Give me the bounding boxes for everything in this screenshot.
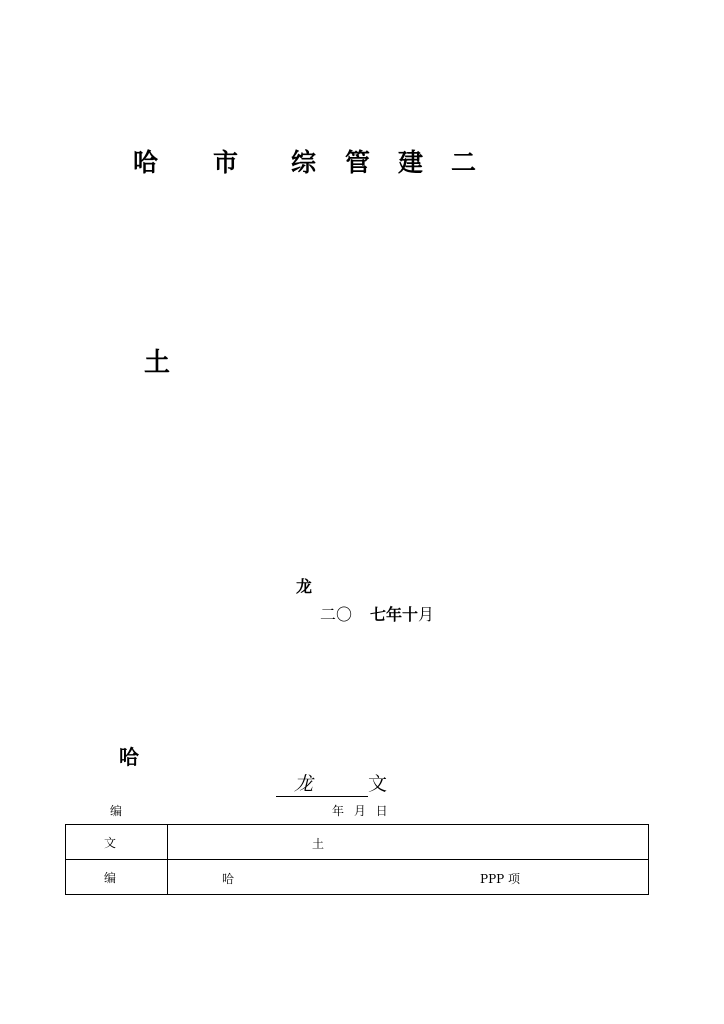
- document-number-suffix: 文: [368, 773, 388, 795]
- title-char: 建: [398, 148, 424, 177]
- title-char: 综: [291, 148, 317, 177]
- meta-left: 编: [110, 804, 123, 818]
- title-char: 市: [213, 148, 239, 177]
- title-char: 二: [451, 148, 477, 177]
- table-value-cell: [168, 825, 649, 860]
- table-key: 文: [66, 825, 168, 860]
- table-value: PPP 项: [480, 872, 521, 886]
- subtitle: 土: [144, 348, 171, 378]
- table-value-cell: [168, 860, 649, 895]
- table-row: [66, 860, 649, 895]
- issue-date: [320, 602, 434, 625]
- document-title: [0, 143, 724, 179]
- date-part: 二〇: [320, 605, 353, 624]
- date-part: 七年: [370, 605, 403, 624]
- date-part: 月: [418, 605, 435, 624]
- table-value: 土: [312, 837, 325, 851]
- table-key: 编: [66, 860, 168, 895]
- document-number: [276, 769, 387, 797]
- title-char: 哈: [133, 148, 159, 177]
- info-table: [65, 824, 649, 895]
- table-row: [66, 825, 649, 860]
- section-heading: 哈: [119, 745, 139, 769]
- organization-name: 龙: [296, 577, 313, 596]
- table-value: 哈: [222, 872, 235, 886]
- date-part: 十: [402, 605, 419, 624]
- title-char: 管: [345, 148, 371, 177]
- meta-date: 年 月 日: [332, 804, 388, 818]
- document-number-underlined: 龙: [276, 769, 368, 797]
